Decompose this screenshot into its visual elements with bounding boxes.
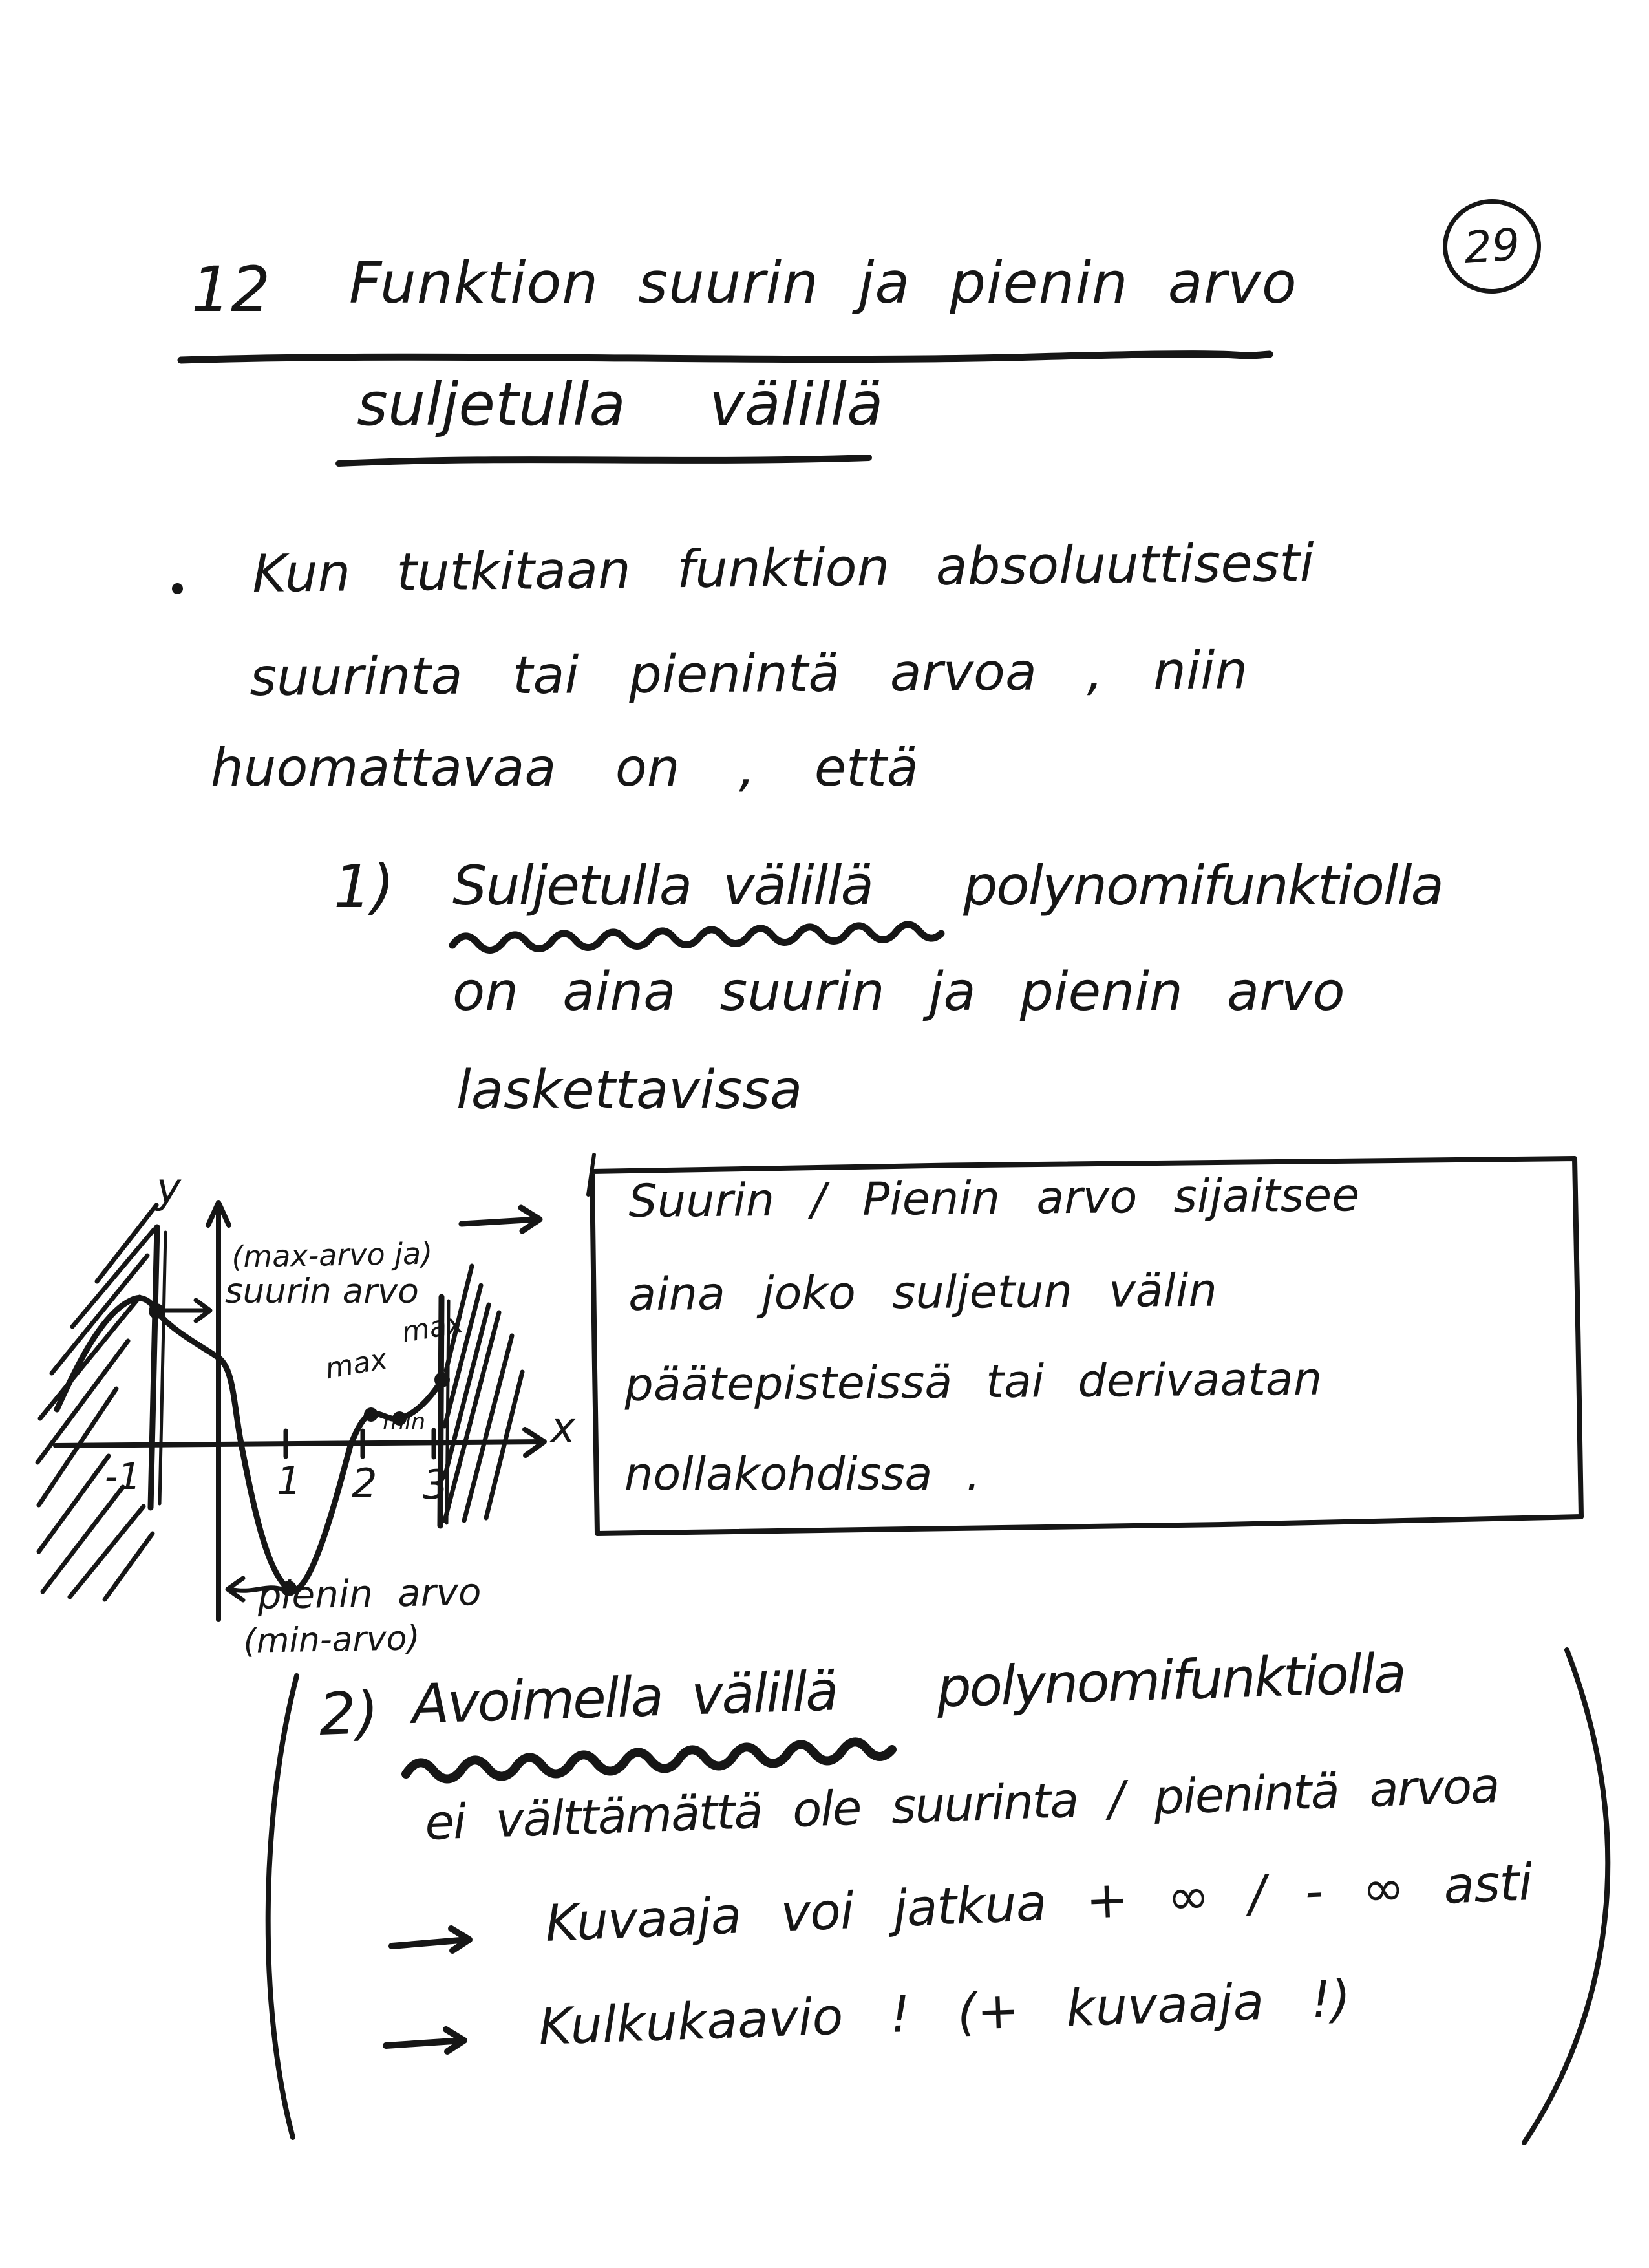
- title-underline-2: [339, 458, 869, 464]
- y-axis-label: y: [156, 1165, 181, 1213]
- x-axis-label: x: [551, 1404, 575, 1452]
- item1-line1: [452, 854, 1443, 917]
- item2-arrow1-text: Kuvaaja voi jatkua + ∞ / - ∞ asti: [544, 1854, 1533, 1953]
- item2-arrow-2: [386, 2040, 463, 2046]
- left-boundary-line: [151, 1227, 157, 1508]
- item2-underlined-phrase: Avoimella välillä: [410, 1659, 838, 1736]
- intro-line3: huomattavaa on , että: [211, 738, 919, 798]
- item1-marker: 1): [334, 852, 395, 921]
- callout-line3: päätepisteissä tai derivaatan: [624, 1352, 1323, 1411]
- item1-line2: on aina suurin ja pienin arvo: [452, 961, 1345, 1023]
- left-boundary-line-2: [160, 1232, 165, 1504]
- intro-line2: suurinta tai pienintä arvoa , niin: [249, 640, 1248, 707]
- item2-wavy-underline: [406, 1742, 892, 1779]
- item1-wavy-underline: [452, 925, 941, 950]
- local-max-label-2: max: [399, 1306, 466, 1350]
- x-tick-label-3: 3: [423, 1461, 449, 1508]
- x-tick-label-1: 1: [277, 1459, 302, 1504]
- min-value-note-line1: pienin arvo: [257, 1569, 482, 1618]
- endpoint-max-dot: [149, 1303, 164, 1319]
- local-min-label: min: [383, 1409, 426, 1435]
- item2-left-paren: [268, 1676, 297, 2137]
- page-number: 29: [1462, 219, 1522, 274]
- right-hatching: [445, 1266, 522, 1521]
- item2-arrow2-text: Kulkukaavio ! (+ kuvaaja !): [537, 1970, 1352, 2057]
- section-number: 12: [191, 253, 271, 326]
- callout-line2: aina joko suljetun välin: [628, 1263, 1218, 1321]
- title-underline-1: [181, 354, 1270, 360]
- local-max-dot: [364, 1407, 378, 1422]
- item1-line3: laskettavissa: [456, 1060, 803, 1121]
- local-max-label-1: max: [323, 1342, 390, 1386]
- x-tick-label-2: 2: [352, 1460, 378, 1507]
- box-pointer-arrow: [462, 1219, 538, 1224]
- item2-marker: 2): [317, 1678, 380, 1749]
- max-value-note-line1: (max-arvo ja): [231, 1236, 433, 1274]
- intro-line1: Kun tutkitaan funktion absoluuttisesti: [251, 532, 1315, 604]
- page-title-line1: Funktion suurin ja pienin arvo: [349, 250, 1297, 316]
- x-axis: [56, 1442, 543, 1446]
- min-value-note-line2: (min-arvo): [242, 1619, 421, 1661]
- x-tick-label-neg1: -1: [105, 1456, 141, 1498]
- max-value-note-line2: suurin arvo: [225, 1272, 419, 1311]
- item2-line2: ei välttämättä ole suurinta / pienintä arvoa: [423, 1758, 1500, 1851]
- item1-line1-rest: polynomifunktiolla: [963, 854, 1443, 917]
- callout-line1: Suurin / Pienin arvo sijaitsee: [628, 1168, 1360, 1228]
- endpoint-max-dot-2: [434, 1372, 450, 1387]
- page-title-line2: suljetulla välillä: [357, 370, 884, 439]
- left-hatching: [37, 1205, 156, 1599]
- item2-right-paren: [1524, 1650, 1608, 2143]
- bullet-dot: [172, 583, 183, 594]
- item2-line1-rest: polynomifunktiolla: [935, 1641, 1406, 1720]
- callout-line4: nollakohdissa .: [624, 1448, 981, 1501]
- item1-underlined-phrase: Suljetulla välillä: [452, 854, 873, 917]
